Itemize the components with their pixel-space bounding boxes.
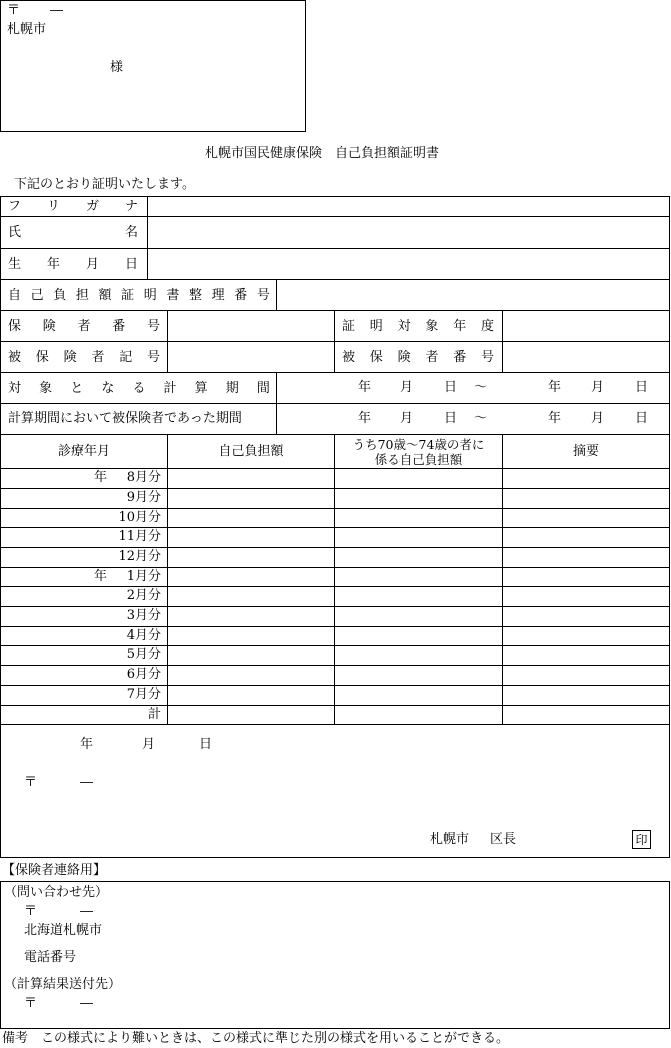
calc-period-end-month: 月	[591, 380, 605, 395]
calc-period-end-day: 日	[635, 380, 649, 395]
document-title: 札幌市国民健康保険 自己負担額証明書	[205, 146, 440, 161]
table-header-copay-70-74	[335, 435, 502, 468]
table-row-month: 2月分	[126, 588, 161, 603]
inquiry-label: （問い合わせ先）	[4, 885, 109, 900]
name-field[interactable]	[148, 217, 668, 248]
cert-number-label: 自 己 負 担 額 証 明 書 整 理 番 号	[8, 287, 270, 303]
table-header-copay-70-74-line1: うち70歳～74歳の者に	[352, 436, 485, 452]
insured-number-label: 被 保 険 者 番 号	[342, 349, 494, 365]
address-box	[0, 0, 306, 132]
issue-date-day: 日	[199, 737, 213, 752]
send-to-postal-dash: ―	[80, 996, 93, 1011]
insured-period-start-month: 月	[400, 411, 414, 426]
table-row-month: 10月分	[118, 510, 161, 525]
table-row-month: 9月分	[126, 490, 161, 505]
calc-period-start-month: 月	[400, 380, 414, 395]
issuer-postal-mark: 〒	[24, 775, 38, 790]
insured-symbol-label: 被 保 険 者 記 号	[8, 349, 160, 365]
inquiry-address: 北海道札幌市	[24, 923, 103, 938]
insured-period-start-day: 日	[444, 411, 458, 426]
table-row-month: 6月分	[126, 667, 161, 682]
calc-period-tilde: ～	[474, 380, 488, 395]
furigana-label: フ リ ガ ナ	[8, 198, 138, 214]
insured-period-tilde: ～	[474, 411, 488, 426]
inquiry-postal-dash: ―	[80, 904, 93, 919]
insured-number-field[interactable]	[503, 342, 668, 372]
table-cell[interactable]	[335, 469, 502, 488]
calc-period-label: 対 象 と な る 計 算 期 間	[8, 380, 270, 396]
intro-text: 下記のとおり証明いたします。	[14, 177, 195, 192]
issuer-ward-chief: 区長	[490, 832, 517, 847]
name-label: 氏 名	[8, 224, 138, 240]
insured-period-start-year: 年	[358, 411, 372, 426]
send-to-postal-mark: 〒	[24, 996, 38, 1011]
issuer-box	[0, 724, 670, 858]
table-row-month: 1月分	[126, 569, 161, 584]
insured-period-end-month: 月	[591, 411, 605, 426]
table-row-month: 7月分	[126, 687, 161, 702]
insured-period-end-day: 日	[635, 411, 649, 426]
table-row-month: 4月分	[126, 628, 161, 643]
address-postal-mark: 〒	[7, 3, 21, 18]
send-to-label: （計算結果送付先）	[4, 977, 122, 992]
calc-period-start-year: 年	[358, 380, 372, 395]
cert-year-label: 証 明 対 象 年 度	[342, 318, 494, 334]
insurer-contact-heading: 【保険者連絡用】	[2, 863, 107, 878]
birthdate-label: 生 年 月 日	[8, 256, 138, 272]
inquiry-postal-mark: 〒	[24, 904, 38, 919]
address-city: 札幌市	[7, 22, 47, 37]
table-cell[interactable]	[168, 469, 334, 488]
table-header-month: 診療年月	[57, 443, 110, 459]
table-header-copay-70-74-line2: 係る自己負担額	[374, 451, 463, 467]
insured-symbol-field[interactable]	[168, 342, 334, 372]
note-text: 備考 この様式により難いときは、この様式に準じた別の様式を用いることができる。	[2, 1031, 510, 1046]
table-cell[interactable]	[503, 469, 669, 488]
table-row-month: 8月分	[126, 470, 161, 485]
table-row-month: 11月分	[118, 529, 161, 544]
insured-period-label: 計算期間において被保険者であった期間	[8, 411, 242, 426]
issue-date-month: 月	[142, 737, 156, 752]
insurer-number-label: 保 険 者 番 号	[8, 318, 160, 334]
seal-mark: 印	[632, 830, 651, 849]
table-row-total: 計	[147, 707, 161, 722]
table-year-mark-2: 年	[94, 569, 108, 584]
table-row-month: 3月分	[126, 608, 161, 623]
calc-period-end-year: 年	[548, 380, 562, 395]
issuer-postal-dash: ―	[80, 775, 93, 790]
cert-year-field[interactable]	[503, 311, 668, 341]
birthdate-field[interactable]	[148, 249, 668, 279]
inquiry-phone: 電話番号	[24, 950, 77, 965]
insured-period-end-year: 年	[548, 411, 562, 426]
table-row-month: 12月分	[118, 549, 161, 564]
address-postal-dash: ―	[50, 3, 63, 18]
table-row-month: 5月分	[126, 647, 161, 662]
calc-period-start-day: 日	[444, 380, 458, 395]
insurer-contact-box	[0, 881, 670, 1029]
issuer-city: 札幌市	[430, 832, 470, 847]
table-header-copay: 自己負担額	[218, 443, 284, 459]
cert-number-field[interactable]	[277, 280, 668, 310]
insurer-number-field[interactable]	[168, 311, 334, 341]
table-year-mark-1: 年	[94, 470, 108, 485]
issue-date-year: 年	[80, 737, 94, 752]
table-header-remarks: 摘要	[572, 443, 599, 459]
furigana-field[interactable]	[148, 197, 668, 216]
address-honorific: 様	[110, 60, 124, 75]
